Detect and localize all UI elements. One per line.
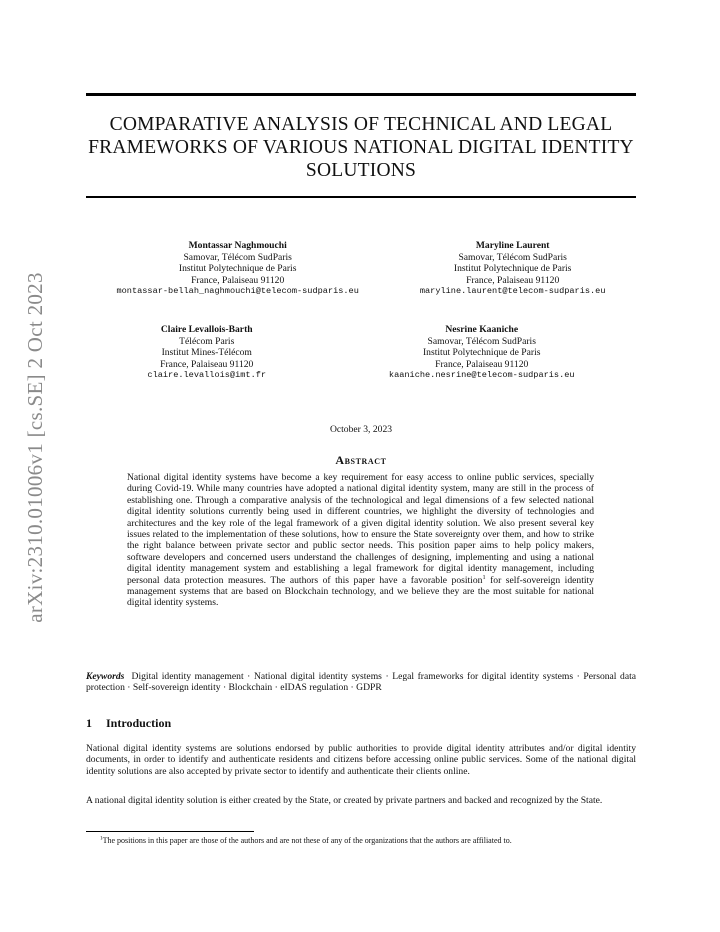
author-block — [147, 324, 266, 382]
title-rule-top — [86, 93, 636, 96]
abstract-text: National digital identity systems have become a key requirement for easy access to online public services, specially during Covid-19. While many countries have adopted a national digital identity system, many are still in the process of establishing one. Through a comparative analysis of the technological and legal dimensions of a few selected national digital identity solutions currently being used in different countries, we highlight the diversity of technologies and architectures and the key role of the legal framework of a given digital identity solution. We also present several key issues related to the implementation of these solutions, how to ensure the State sovereignty over them, and how to strike the right balance between private sector and public sector needs. This position paper aims to help policy makers, software developers and concerned users understand the challenges of designing, implementing and using a national digital identity management system and establishing a legal framework for digital identity management, including personal data protection measures. The authors of this paper have a favorable position — [127, 472, 594, 586]
author-institution: Institut Polytechnique de Paris — [422, 347, 541, 359]
author-name: Claire Levallois-Barth — [160, 324, 253, 335]
author-affiliation: Samovar, Télécom SudParis — [427, 335, 536, 347]
author-name: Montassar Naghmouchi — [188, 240, 287, 251]
footnote — [100, 836, 640, 846]
authors-row-1 — [86, 240, 636, 298]
arxiv-stamp-text: arXiv:2310.01006v1 [cs.SE] 2 Oct 2023 — [22, 271, 47, 623]
author-affiliation: Télécom Paris — [179, 335, 235, 347]
author-affiliation: Samovar, Télécom SudParis — [458, 251, 567, 263]
author-affiliation: Samovar, Télécom SudParis — [183, 251, 292, 263]
abstract-text-continued: for self-sovereign identity management systems that are based on Blockchain technology, and we believe they are the most suitable for national digital identity systems. — [127, 574, 594, 609]
author-email: maryline.laurent@telecom-sudparis.eu — [419, 286, 606, 297]
keywords-list: Digital identity management · National digital identity systems · Legal frameworks for digital identity systems · Personal data protection · Self-sovereign identity · Blockchain · eIDAS regulation · GDPR — [86, 671, 637, 694]
section-title: Introduction — [106, 716, 172, 730]
authors-row-2 — [86, 324, 636, 382]
author-name: Nesrine Kaaniche — [445, 324, 519, 335]
arxiv-stamp — [22, 262, 48, 632]
author-block — [420, 240, 606, 298]
author-location: France, Palaiseau 91120 — [466, 274, 560, 286]
author-email: claire.levallois@imt.fr — [147, 370, 267, 381]
author-institution: Institut Polytechnique de Paris — [178, 263, 297, 275]
author-block — [116, 240, 358, 298]
author-location: France, Palaiseau 91120 — [191, 274, 285, 286]
footnote-marker[interactable]: 1 — [482, 573, 486, 581]
keywords — [86, 671, 636, 694]
section-number: 1 — [86, 716, 92, 730]
author-name: Maryline Laurent — [475, 240, 550, 251]
intro-paragraph-2: A national digital identity solution is either created by the State, or created by private partners and backed and recognized by the State. — [86, 795, 603, 806]
author-location: France, Palaiseau 91120 — [160, 358, 254, 370]
abstract-heading: Abstract — [335, 453, 387, 467]
author-email: kaaniche.nesrine@telecom-sudparis.eu — [388, 370, 575, 381]
author-location: France, Palaiseau 91120 — [435, 358, 529, 370]
paper-date: October 3, 2023 — [329, 424, 393, 435]
author-institution: Institut Polytechnique de Paris — [453, 263, 572, 275]
author-block — [389, 324, 575, 382]
footnote-rule — [86, 831, 254, 832]
abstract-body — [127, 472, 594, 609]
intro-paragraph-1: National digital identity systems are solutions endorsed by public authorities to provide digital identity attributes and/or digital identity documents, in order to identify and authenticate residents and citizens before accessing online public services. Some of the national digital identity solutions are also accepted by private sector to identify and authenticate their clients online. — [86, 743, 636, 777]
author-institution: Institut Mines-Télécom — [161, 347, 252, 359]
footnote-mark: 1 — [100, 835, 103, 842]
paper-title: COMPARATIVE ANALYSIS OF TECHNICAL AND LEGAL FRAMEWORKS OF VARIOUS NATIONAL DIGITAL IDENTITY SOLUTIONS — [88, 114, 634, 181]
author-email: montassar-bellah_naghmouchi@telecom-sudparis.eu — [116, 286, 359, 297]
keywords-label: Keywords — [86, 671, 125, 682]
title-rule-bottom — [86, 196, 636, 198]
footnote-text: The positions in this paper are those of the authors and are not these of any of the organizations that the authors are affiliated to. — [102, 836, 512, 845]
section-heading-introduction — [86, 716, 636, 731]
